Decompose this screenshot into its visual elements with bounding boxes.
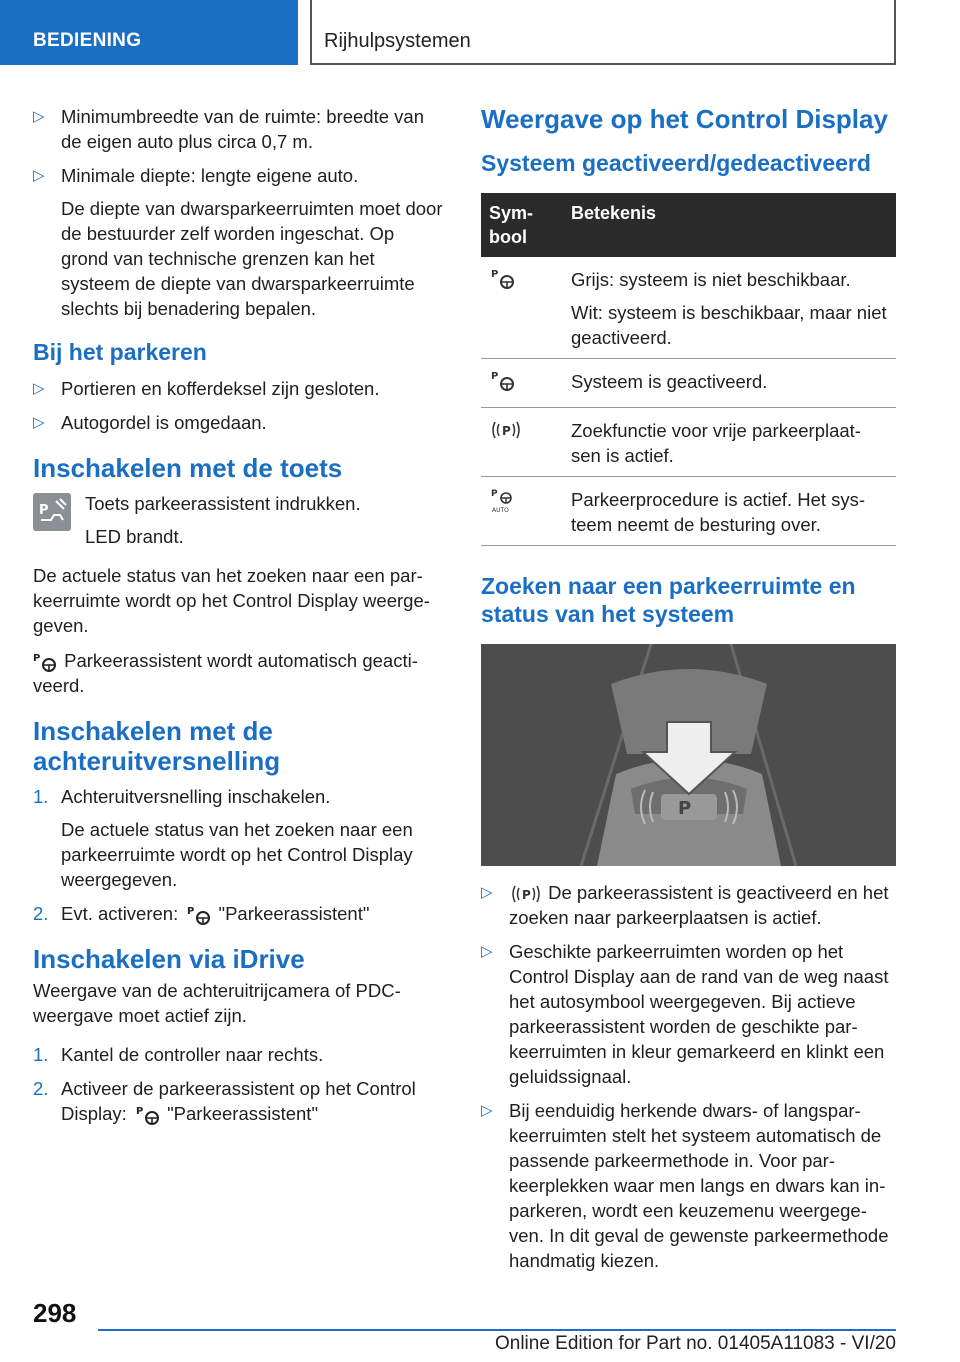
step-number: 2. bbox=[33, 1078, 49, 1100]
list-item bbox=[33, 1076, 445, 1126]
list-item bbox=[481, 1098, 896, 1273]
column-header-symbol: Sym-bool bbox=[481, 193, 563, 257]
park-assist-grey-icon bbox=[489, 267, 517, 291]
table-header-row bbox=[481, 193, 896, 257]
footer-divider bbox=[98, 1329, 896, 1331]
status-subheading: Systeem geactiveerd/gedeactiveerd bbox=[481, 150, 871, 176]
park-assist-icon bbox=[132, 1104, 162, 1126]
parking-heading: Bij het parkeren bbox=[33, 339, 207, 365]
list-item bbox=[33, 1042, 445, 1067]
bullet-triangle-icon: ▷ bbox=[481, 1102, 493, 1120]
car-parking-search-illustration bbox=[481, 644, 896, 866]
meaning-cell bbox=[563, 257, 896, 359]
list-item-text: Geschikte parkeerruimten worden op het Control Display aan de rand van de weg naast het autosymbool weergegeven. Bij actieve parkeerassistent worden de geschikte par-keerruimten in kleur gemarkeerd en klinkt een geluidssignaal. bbox=[509, 941, 889, 1088]
button-heading: Inschakelen met de toets bbox=[33, 453, 343, 483]
step-text: Evt. activeren: bbox=[61, 903, 179, 925]
display-heading: Weergave op het Control Display bbox=[481, 104, 888, 134]
idrive-heading: Inschakelen via iDrive bbox=[33, 944, 305, 975]
step-text: Achteruitversnelling inschakelen. bbox=[61, 786, 331, 808]
list-item bbox=[481, 880, 896, 930]
table-row bbox=[481, 477, 896, 546]
list-item bbox=[33, 163, 445, 321]
button-step-2: LED brandt. bbox=[85, 526, 184, 547]
bullet-triangle-icon: ▷ bbox=[33, 414, 45, 431]
requirements-list bbox=[33, 104, 445, 321]
svg-text:P: P bbox=[33, 653, 41, 665]
page-number: 298 bbox=[33, 1298, 77, 1328]
park-assist-auto-icon bbox=[489, 487, 517, 513]
meaning-text: Grijs: systeem is niet beschikbaar. bbox=[571, 269, 851, 290]
list-item-text: Bij eenduidig herkende dwars- of langspar-keerruimten stelt het systeem automatisch de passende parkeermethode in. Voor par-keerplekken waar men langs en dwars kan in-parkeren, wordt een keuzemenu weergege-ven. In dit geval de gewenste parkeermethode handmatig kiezen. bbox=[509, 1100, 889, 1272]
svg-text:P: P bbox=[135, 1106, 144, 1118]
symbol-cell bbox=[481, 257, 563, 359]
bullet-triangle-icon: ▷ bbox=[33, 380, 45, 397]
idrive-paragraph: Weergave van de achteruitrijcamera of PDC-weergave moet actief zijn. bbox=[33, 980, 401, 1027]
symbol-cell bbox=[481, 408, 563, 477]
step-text: Activeer de parkeerassistent op het Control Display: bbox=[61, 1078, 416, 1125]
step-number: 1. bbox=[33, 1044, 49, 1066]
button-step-1: Toets parkeerassistent indrukken. bbox=[85, 493, 361, 514]
svg-text:P: P bbox=[491, 371, 499, 382]
step-number: 2. bbox=[33, 903, 49, 925]
meaning-text: Zoekfunctie voor vrije parkeerplaat-sen is actief. bbox=[571, 420, 861, 466]
step-number: 1. bbox=[33, 786, 49, 808]
table-row bbox=[481, 408, 896, 477]
reverse-steps bbox=[33, 784, 445, 926]
column-header-meaning: Betekenis bbox=[563, 193, 896, 257]
step-text-quote: "Parkeerassistent" bbox=[167, 1103, 319, 1125]
list-item-subtext: De diepte van dwarsparkeerruimten moet door de bestuurder zelf worden ingeschat. Op grond van technische grenzen kan het systeem de diepte van dwarsparkeerruimte slechts bij benadering bepalen. bbox=[61, 198, 443, 319]
list-item-text: Minimumbreedte van de ruimte: breedte van de eigen auto plus circa 0,7 m. bbox=[61, 106, 424, 152]
meaning-text: Parkeerprocedure is actief. Het sys-teem neemt de besturing over. bbox=[571, 489, 866, 535]
svg-text:P: P bbox=[491, 269, 499, 280]
meaning-text: Wit: systeem is beschikbaar, maar niet geactiveerd. bbox=[571, 302, 887, 348]
section-title: Rijhulpsystemen bbox=[310, 0, 896, 65]
svg-text:P: P bbox=[491, 489, 498, 499]
list-item-text: Autogordel is omgedaan. bbox=[61, 412, 267, 433]
list-item-text: De parkeerassistent is geactiveerd en het zoeken naar parkeerplaatsen is actief. bbox=[509, 882, 889, 929]
step-subtext: De actuele status van het zoeken naar een parkeerruimte wordt op het Control Display weergegeven. bbox=[61, 819, 413, 891]
list-item-text: Minimale diepte: lengte eigene auto. bbox=[61, 165, 359, 186]
bullet-triangle-icon: ▷ bbox=[33, 108, 45, 125]
park-assist-active-icon bbox=[489, 369, 517, 393]
search-status-list bbox=[481, 880, 896, 1273]
reverse-heading: Inschakelen met de achteruitversnelling bbox=[33, 716, 281, 777]
svg-text:P: P bbox=[502, 424, 511, 438]
meaning-cell bbox=[563, 359, 896, 408]
list-item bbox=[33, 376, 445, 401]
meaning-cell bbox=[563, 408, 896, 477]
meaning-text: Systeem is geactiveerd. bbox=[571, 371, 768, 392]
list-item-text: Portieren en kofferdeksel zijn gesloten. bbox=[61, 378, 380, 399]
edition-footer: Online Edition for Part no. 01405A11083 - VI/20 bbox=[494, 1333, 896, 1354]
auto-activate-paragraph bbox=[33, 648, 445, 698]
bullet-triangle-icon: ▷ bbox=[481, 884, 493, 901]
right-column bbox=[481, 104, 896, 1282]
left-column bbox=[33, 104, 445, 1135]
park-assist-active-icon bbox=[33, 651, 59, 673]
button-instruction bbox=[33, 491, 445, 549]
parking-search-icon bbox=[509, 883, 543, 905]
svg-text:P: P bbox=[678, 798, 692, 819]
park-assist-icon bbox=[183, 904, 213, 926]
bullet-triangle-icon: ▷ bbox=[33, 167, 45, 184]
svg-text:P: P bbox=[39, 503, 49, 518]
symbol-cell bbox=[481, 477, 563, 546]
auto-activate-text: Parkeerassistent wordt automatisch geacti-veerd. bbox=[33, 650, 418, 697]
table-row bbox=[481, 257, 896, 359]
bullet-triangle-icon: ▷ bbox=[481, 943, 493, 961]
list-item bbox=[33, 104, 445, 154]
list-item bbox=[33, 410, 445, 435]
svg-text:P: P bbox=[187, 906, 195, 918]
meaning-cell bbox=[563, 477, 896, 546]
list-item bbox=[33, 784, 445, 892]
search-heading: Zoeken naar een parkeerruimte en status van het systeem bbox=[481, 573, 856, 627]
svg-text:AUTO: AUTO bbox=[492, 507, 509, 513]
parking-conditions-list bbox=[33, 376, 445, 435]
chapter-tab: BEDIENING bbox=[0, 0, 298, 65]
list-item bbox=[481, 939, 896, 1089]
symbol-cell bbox=[481, 359, 563, 408]
svg-text:P: P bbox=[522, 888, 531, 903]
symbol-table bbox=[481, 193, 896, 546]
status-paragraph: De actuele status van het zoeken naar een par-keerruimte wordt op het Control Display weerge-geven. bbox=[33, 565, 430, 636]
step-text: Kantel de controller naar rechts. bbox=[61, 1044, 324, 1066]
idrive-steps bbox=[33, 1042, 445, 1126]
parking-search-icon bbox=[489, 418, 523, 442]
table-row bbox=[481, 359, 896, 408]
step-text-quote: "Parkeerassistent" bbox=[218, 903, 370, 925]
park-assist-button-icon bbox=[33, 493, 71, 531]
list-item bbox=[33, 901, 445, 926]
